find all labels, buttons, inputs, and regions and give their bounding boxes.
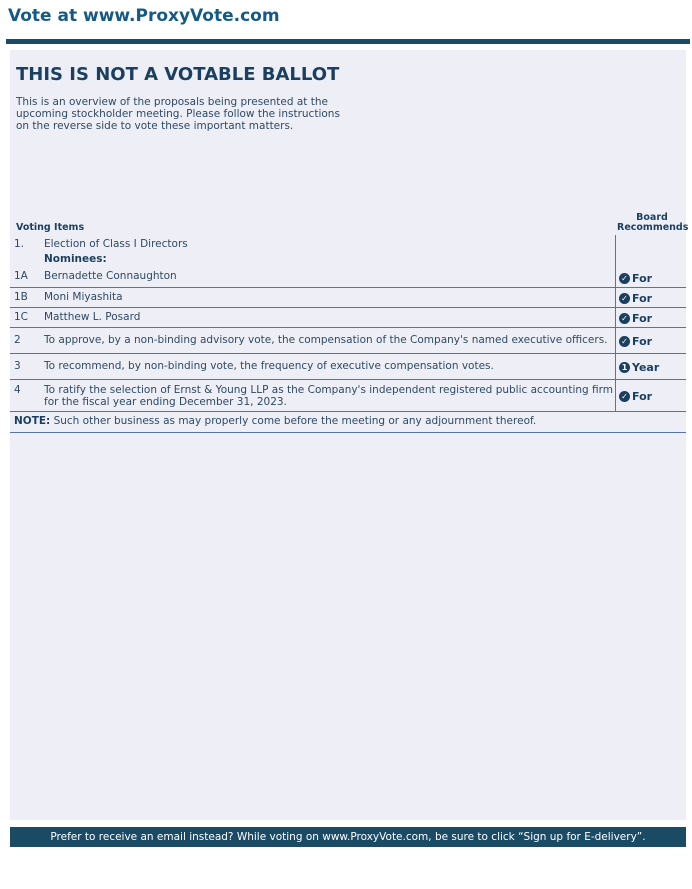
column-divider	[615, 265, 616, 287]
item-text: To ratify the selection of Ernst & Young LLP as the Company's independent registered public accounting firm for the fiscal year ending December 31, 2023.	[44, 384, 613, 408]
brand-link[interactable]: Vote at www.ProxyVote.com	[8, 6, 280, 26]
check-circle-icon: ✓	[619, 313, 630, 324]
nominees-label: Nominees:	[44, 253, 107, 265]
item-number: 2	[14, 334, 21, 346]
check-circle-icon: ✓	[619, 273, 630, 284]
recommendation-label: For	[632, 390, 653, 403]
column-divider	[615, 380, 616, 411]
page-title: THIS IS NOT A VOTABLE BALLOT	[16, 64, 340, 85]
board-recommendation	[619, 292, 652, 305]
item-number: 1A	[14, 270, 28, 282]
item-number: 3	[14, 360, 21, 372]
column-divider	[615, 288, 616, 307]
header-rule	[6, 39, 690, 44]
note-label: NOTE:	[14, 415, 51, 427]
item-number: 1C	[14, 311, 29, 323]
check-circle-icon: ✓	[619, 391, 630, 402]
board-recommendation	[619, 312, 652, 325]
board-recommendation	[619, 361, 659, 374]
item-number: 1B	[14, 291, 28, 303]
nominee-name: Bernadette Connaughton	[44, 270, 177, 282]
item-text: Election of Class I Directors	[44, 238, 188, 250]
column-divider	[615, 235, 616, 265]
edelivery-footer: Prefer to receive an email instead? While voting on www.ProxyVote.com, be sure to click “Sign up for E-delivery”.	[10, 827, 686, 847]
table-row-1b	[10, 288, 686, 308]
number-one-circle-icon: 1	[619, 362, 630, 373]
table-row-item-2	[10, 328, 686, 354]
intro-text: This is an overview of the proposals being presented at the upcoming stockholder meeting. Please follow the instructions on the reverse side to vote these important matters.	[16, 96, 340, 132]
nominee-name: Moni Miyashita	[44, 291, 123, 303]
item-text: To recommend, by non-binding vote, the frequency of executive compensation votes.	[44, 360, 494, 372]
note-body: Such other business as may properly come before the meeting or any adjournment thereof.	[50, 415, 537, 427]
voting-items-header: Voting Items	[16, 222, 85, 233]
recommendation-label: Year	[632, 361, 660, 374]
recommendation-label: For	[632, 312, 653, 325]
column-divider	[615, 308, 616, 327]
table-row-1a	[10, 265, 686, 288]
check-circle-icon: ✓	[619, 293, 630, 304]
item-number: 4	[14, 384, 21, 396]
table-row-1c	[10, 308, 686, 328]
note-text	[14, 415, 536, 427]
board-recommendation	[619, 335, 652, 348]
voting-table	[10, 235, 686, 433]
board-recommends-header: Board Recommends	[617, 212, 689, 233]
table-row-item-4	[10, 380, 686, 412]
recommendation-label: For	[632, 292, 653, 305]
column-divider	[615, 328, 616, 353]
table-row-item-1	[10, 235, 686, 265]
item-number: 1.	[14, 238, 25, 250]
item-text: To approve, by a non-binding advisory vote, the compensation of the Company's named executive officers.	[44, 334, 608, 346]
note-row	[10, 412, 686, 433]
board-recommendation	[619, 390, 652, 403]
nominee-name: Matthew L. Posard	[44, 311, 141, 323]
recommendation-label: For	[632, 335, 653, 348]
column-divider	[615, 354, 616, 379]
board-recommendation	[619, 272, 652, 285]
recommendation-label: For	[632, 272, 653, 285]
content-panel	[10, 50, 689, 820]
check-circle-icon: ✓	[619, 336, 630, 347]
table-row-item-3	[10, 354, 686, 380]
